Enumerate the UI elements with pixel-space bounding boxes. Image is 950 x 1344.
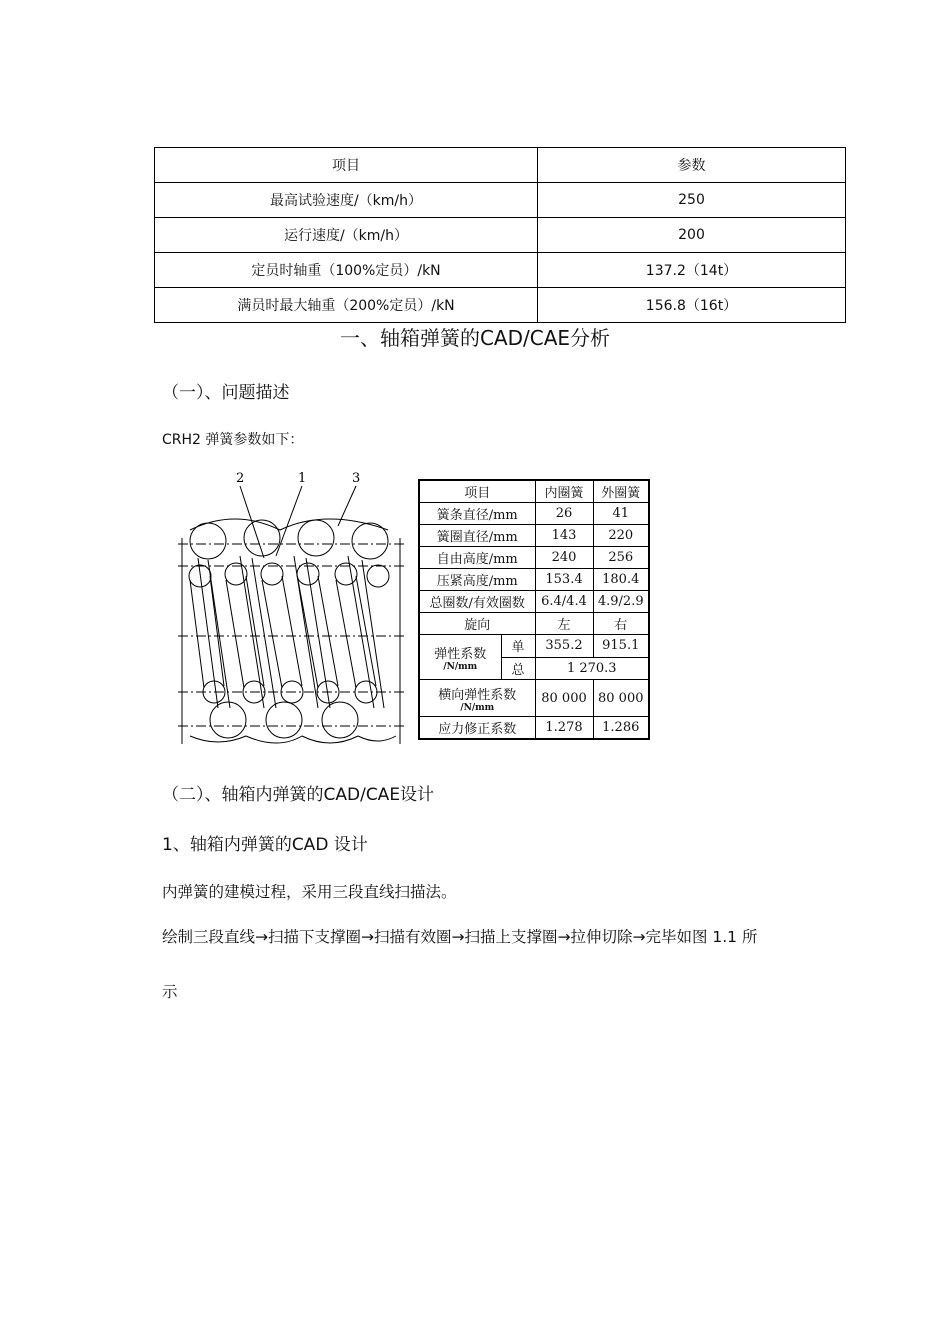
elastic-label: 弹性系数 [434,646,487,662]
callout-3: 3 [352,471,361,486]
table-cell: 满员时最大轴重（200%定员）/kN [155,288,538,323]
table-cell: 250 [538,183,846,218]
table-cell: 156.8（16t） [538,288,846,323]
spec-cell: 256 [593,547,649,569]
spec-cell: 旋向 [419,613,535,635]
table-row [419,635,649,658]
table-row [155,218,846,253]
spec-cell: 右 [593,613,649,635]
spec-cell: 簧圈直径/mm [419,525,535,547]
spec-cell: 1 270.3 [535,657,649,680]
spec-cell: 压紧高度/mm [419,569,535,591]
spec-cell: 总 [501,657,535,680]
intro-text: CRH2 弹簧参数如下： [162,432,304,448]
table-row [419,503,649,525]
spec-cell: 240 [535,547,593,569]
paragraph: 绘制三段直线→扫描下支撑圈→扫描有效圈→扫描上支撑圈→拉伸切除→完毕如图 1.1 所 [162,928,758,946]
header-cell: 项目 [155,148,538,183]
table-cell: 最高试验速度/（km/h） [155,183,538,218]
lateral-unit: /N/mm [460,702,495,713]
section-title: 一、轴箱弹簧的CAD/CAE分析 [339,326,611,350]
spec-cell: 单 [501,635,535,658]
table-cell: 运行速度/（km/h） [155,218,538,253]
table-row [419,680,649,717]
table-row [419,569,649,591]
table-cell: 200 [538,218,846,253]
spec-cell: 153.4 [535,569,593,591]
spec-header: 项目 [419,480,535,503]
subsubsection-title: 1、轴箱内弹簧的CAD 设计 [162,835,368,855]
subsection-title: （一）、问题描述 [162,383,290,403]
spec-cell: 4.9/2.9 [593,591,649,613]
spec-cell: 80 000 [535,680,593,717]
spec-cell: 应力修正系数 [419,717,535,740]
table-row [419,591,649,613]
spec-cell: 180.4 [593,569,649,591]
table-row [155,253,846,288]
table-cell: 137.2（14t） [538,253,846,288]
params-table-header [155,148,846,183]
table-row [155,288,846,323]
spec-cell [419,680,535,717]
elastic-unit: /N/mm [443,661,478,672]
spec-cell: 355.2 [535,635,593,658]
lateral-label: 横向弹性系数 [438,687,517,703]
spring-spec-table [418,479,650,740]
spec-cell: 簧条直径/mm [419,503,535,525]
table-row [155,183,846,218]
table-cell: 定员时轴重（100%定员）/kN [155,253,538,288]
table-row [419,613,649,635]
spec-cell: 220 [593,525,649,547]
spec-cell: 总圈数/有效圈数 [419,591,535,613]
spec-cell: 1.278 [535,717,593,740]
paragraph: 内弹簧的建模过程，采用三段直线扫描法。 [162,883,457,901]
header-cell: 参数 [538,148,846,183]
callout-2: 2 [236,471,245,486]
spec-cell [419,635,501,680]
spec-cell: 143 [535,525,593,547]
spec-cell: 80 000 [593,680,649,717]
table-row [419,547,649,569]
spec-header: 内圈簧 [535,480,593,503]
paragraph: 示 [162,983,178,1001]
spec-cell: 915.1 [593,635,649,658]
spec-cell: 自由高度/mm [419,547,535,569]
spec-cell: 1.286 [593,717,649,740]
spec-cell: 41 [593,503,649,525]
subsection-title: （二）、轴箱内弹簧的CAD/CAE设计 [162,785,435,805]
spring-drawing [178,468,408,748]
table-row [419,717,649,740]
spec-header: 外圈簧 [593,480,649,503]
table-row [419,525,649,547]
spec-cell: 26 [535,503,593,525]
spec-cell: 左 [535,613,593,635]
callout-1: 1 [298,471,307,486]
table-row [419,480,649,503]
spec-cell: 6.4/4.4 [535,591,593,613]
params-table [154,147,846,323]
